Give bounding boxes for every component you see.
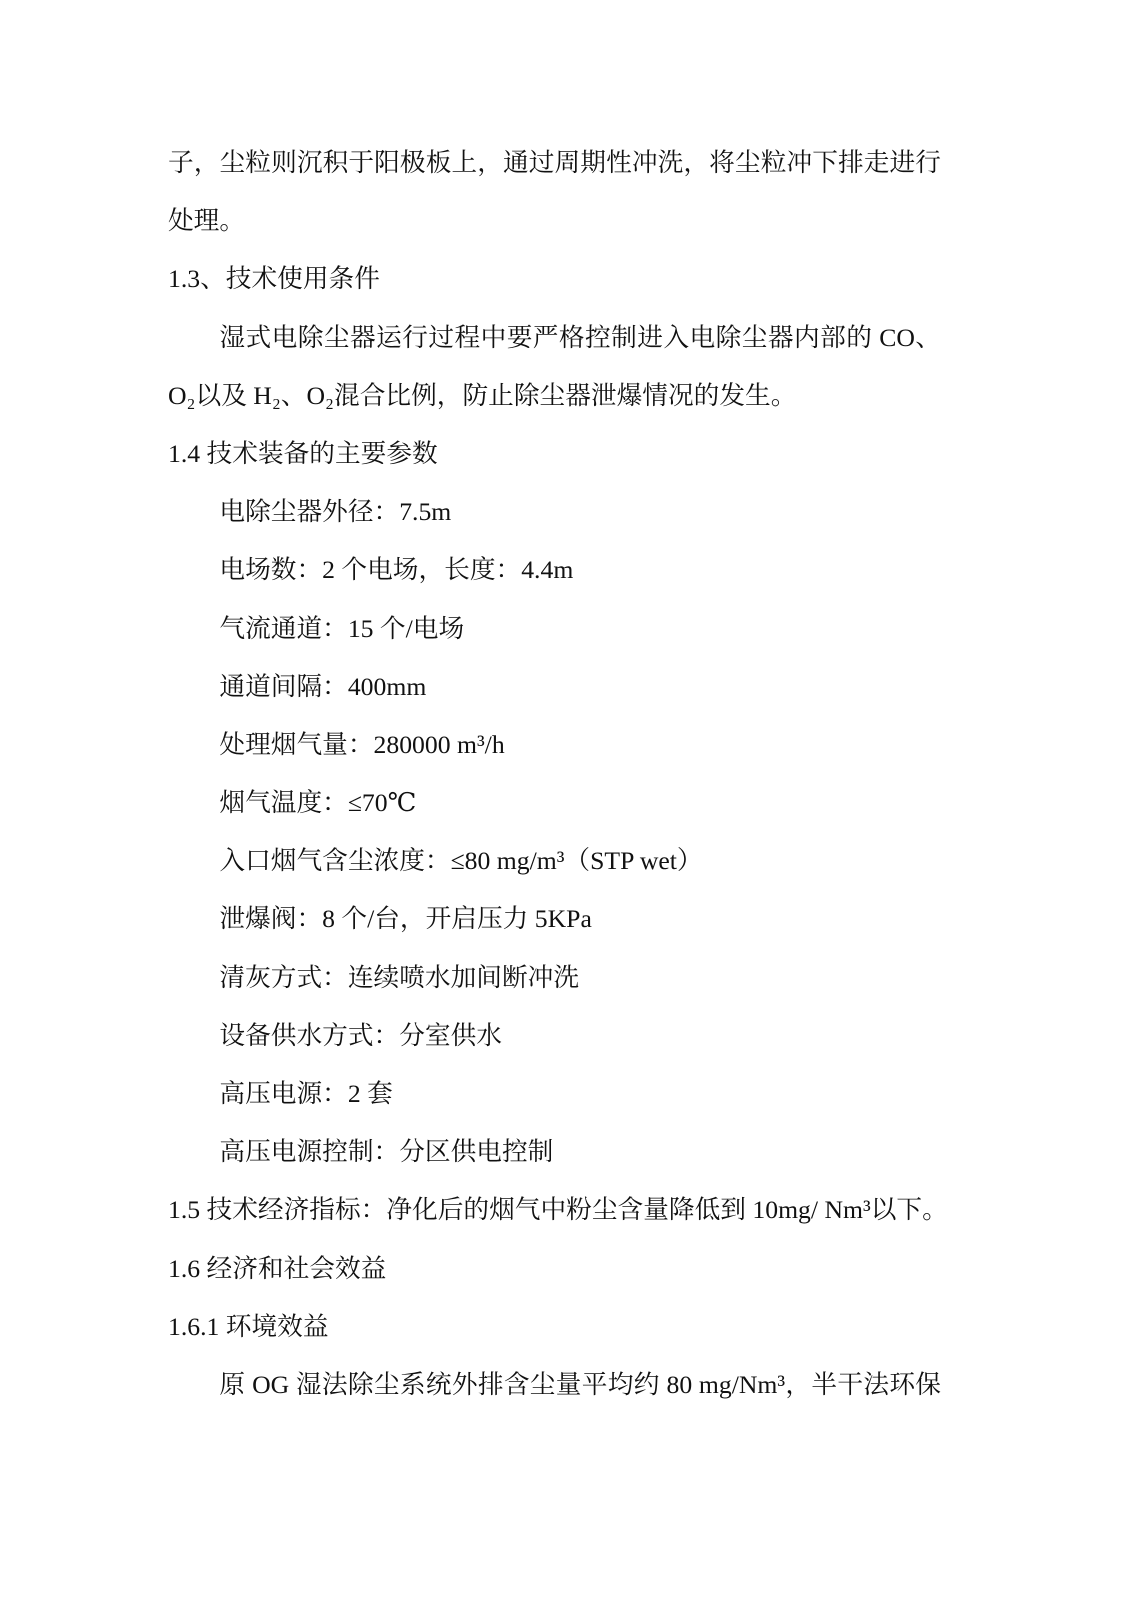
param-flue-gas-temperature: 烟气温度：≤70℃	[219, 788, 417, 818]
section-1-3-heading: 1.3、技术使用条件	[168, 264, 380, 294]
param-explosion-relief-valve: 泄爆阀：8 个/台，开启压力 5KPa	[219, 904, 592, 934]
section-1-3-body-line-2: O₂以及 H₂、O₂混合比例，防止除尘器泄爆情况的发生。	[168, 380, 797, 410]
param-inlet-dust-concentration: 入口烟气含尘浓度：≤80 mg/m³（STP wet）	[219, 846, 703, 876]
param-flue-gas-volume: 处理烟气量：280000 m³/h	[219, 729, 505, 759]
param-outer-diameter: 电除尘器外径：7.5m	[219, 497, 452, 527]
param-channel-spacing: 通道间隔：400mm	[219, 671, 427, 701]
param-gas-channels: 气流通道：15 个/电场	[219, 613, 465, 643]
param-cleaning-method: 清灰方式：连续喷水加间断冲洗	[219, 962, 580, 992]
paragraph-continuation-line-2: 处理。	[168, 206, 246, 236]
param-hv-power-control: 高压电源控制：分区供电控制	[219, 1137, 554, 1167]
text-block	[168, 134, 948, 1414]
param-electric-field-count: 电场数：2 个电场，长度：4.4m	[219, 555, 574, 585]
section-1-3-body-line-1: 湿式电除尘器运行过程中要严格控制进入电除尘器内部的 CO、	[219, 322, 941, 352]
param-hv-power-supply: 高压电源：2 套	[219, 1079, 393, 1108]
section-1-6-1-subheading: 1.6.1 环境效益	[168, 1311, 329, 1341]
section-1-6-1-body-line-1: 原 OG 湿法除尘系统外排含尘量平均约 80 mg/Nm³，半干法环保	[219, 1369, 941, 1399]
param-water-supply-method: 设备供水方式：分室供水	[219, 1020, 502, 1050]
section-1-6-heading: 1.6 经济和社会效益	[168, 1253, 387, 1283]
section-1-4-heading: 1.4 技术装备的主要参数	[168, 438, 438, 468]
paragraph-continuation-line-1: 子，尘粒则沉积于阳极板上，通过周期性冲洗，将尘粒冲下排走进行	[168, 148, 941, 177]
section-1-5-text: 1.5 技术经济指标：净化后的烟气中粉尘含量降低到 10mg/ Nm³以下。	[168, 1195, 948, 1225]
